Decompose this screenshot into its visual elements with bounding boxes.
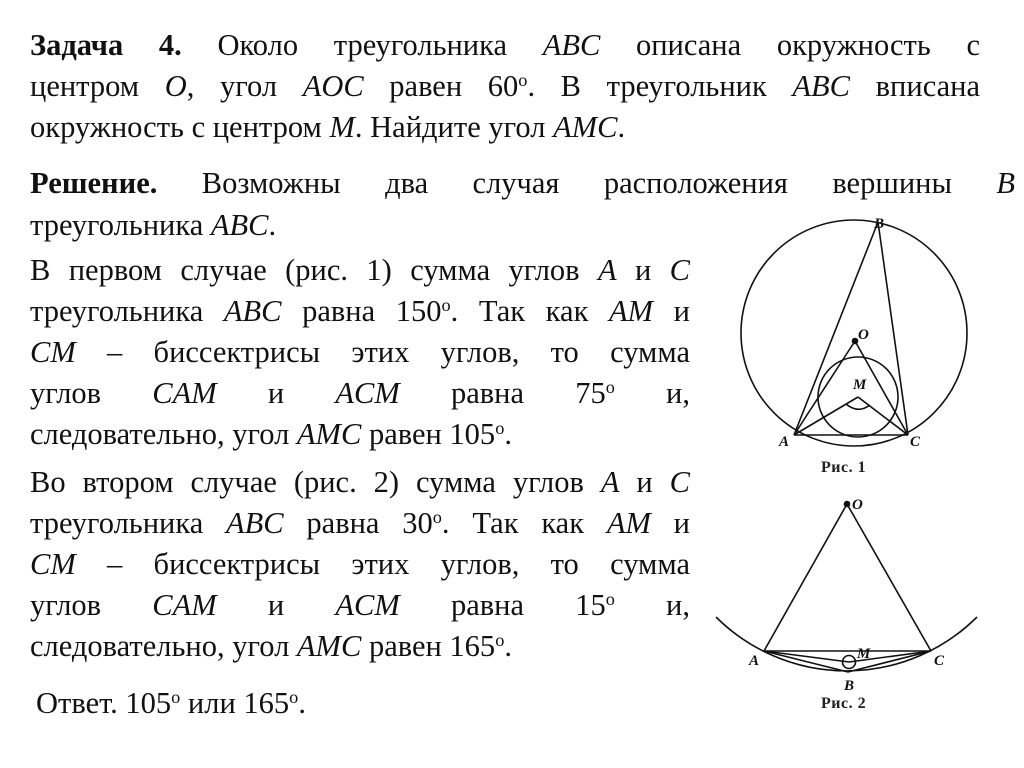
- fig1-label-m: M: [853, 377, 867, 393]
- fig2-label-a: A: [749, 653, 760, 669]
- fig2-point-o: [845, 502, 850, 507]
- fig1-label-o: O: [858, 327, 869, 343]
- fig2-label-b: B: [844, 678, 855, 694]
- solution-line-1: Решение. Возможны два случая расположения вершины B: [30, 166, 1016, 200]
- fig1-label-a: A: [779, 434, 790, 450]
- fig1-circumcircle: [741, 220, 967, 446]
- fig1-label-b: B: [874, 216, 885, 232]
- case1-line-4: углов CAM и ACM равна 75$^o$ и,: [30, 376, 690, 410]
- fig2-label-o: O: [852, 497, 863, 513]
- fig2-caption: Рис. 2: [821, 695, 867, 712]
- task-line-2: центром O, угол AOC равен 60$^o$. В треугольник ABC вписана: [30, 69, 980, 103]
- task-line-3: окружность с центром M. Найдите угол AMC.: [30, 110, 626, 144]
- solution-label: Решение.: [30, 166, 158, 200]
- fig1-point-o: [853, 339, 858, 344]
- task-line-1: Задача 4. Около треугольника ABC описана окружность с: [30, 28, 980, 62]
- case1-line-2: треугольника ABC равна 150$^o$. Так как AM и: [30, 294, 690, 328]
- fig1-segment-ao: [794, 341, 855, 435]
- fig2-segment-oc: [847, 504, 931, 651]
- answer-line: Ответ. 105$^o$ или 165$^o$.: [36, 686, 306, 720]
- case2-line-5: следовательно, угол AMC равен 165$^o$.: [30, 629, 512, 663]
- case1-line-3: CM – биссектрисы этих углов, то сумма: [30, 335, 690, 369]
- figure-2: [716, 502, 977, 673]
- fig2-segment-oa: [764, 504, 847, 651]
- fig1-angle-arc: [846, 404, 870, 409]
- fig1-caption: Рис. 1: [821, 459, 867, 476]
- fig2-label-m: M: [857, 646, 871, 662]
- case1-line-5: следовательно, угол AMC равен 105$^o$.: [30, 417, 512, 451]
- fig1-side-bc: [878, 222, 908, 435]
- fig2-label-c: C: [934, 653, 945, 669]
- case2-line-3: CM – биссектрисы этих углов, то сумма: [30, 547, 690, 581]
- fig1-segment-mc: [858, 397, 908, 435]
- fig1-label-c: C: [910, 434, 921, 450]
- task-label: Задача 4.: [30, 28, 182, 62]
- figure-1: [741, 220, 967, 446]
- case2-line-1: Во втором случае (рис. 2) сумма углов A и C: [30, 465, 690, 499]
- case2-line-4: углов CAM и ACM равна 15$^o$ и,: [30, 588, 690, 622]
- solution-line-2: треугольника ABC.: [30, 208, 277, 242]
- fig1-segment-am: [794, 397, 858, 435]
- case2-line-2: треугольника ABC равна 30$^o$. Так как AM и: [30, 506, 690, 540]
- fig2-side-ab: [764, 651, 848, 672]
- case1-line-1: В первом случае (рис. 1) сумма углов A и C: [30, 253, 690, 287]
